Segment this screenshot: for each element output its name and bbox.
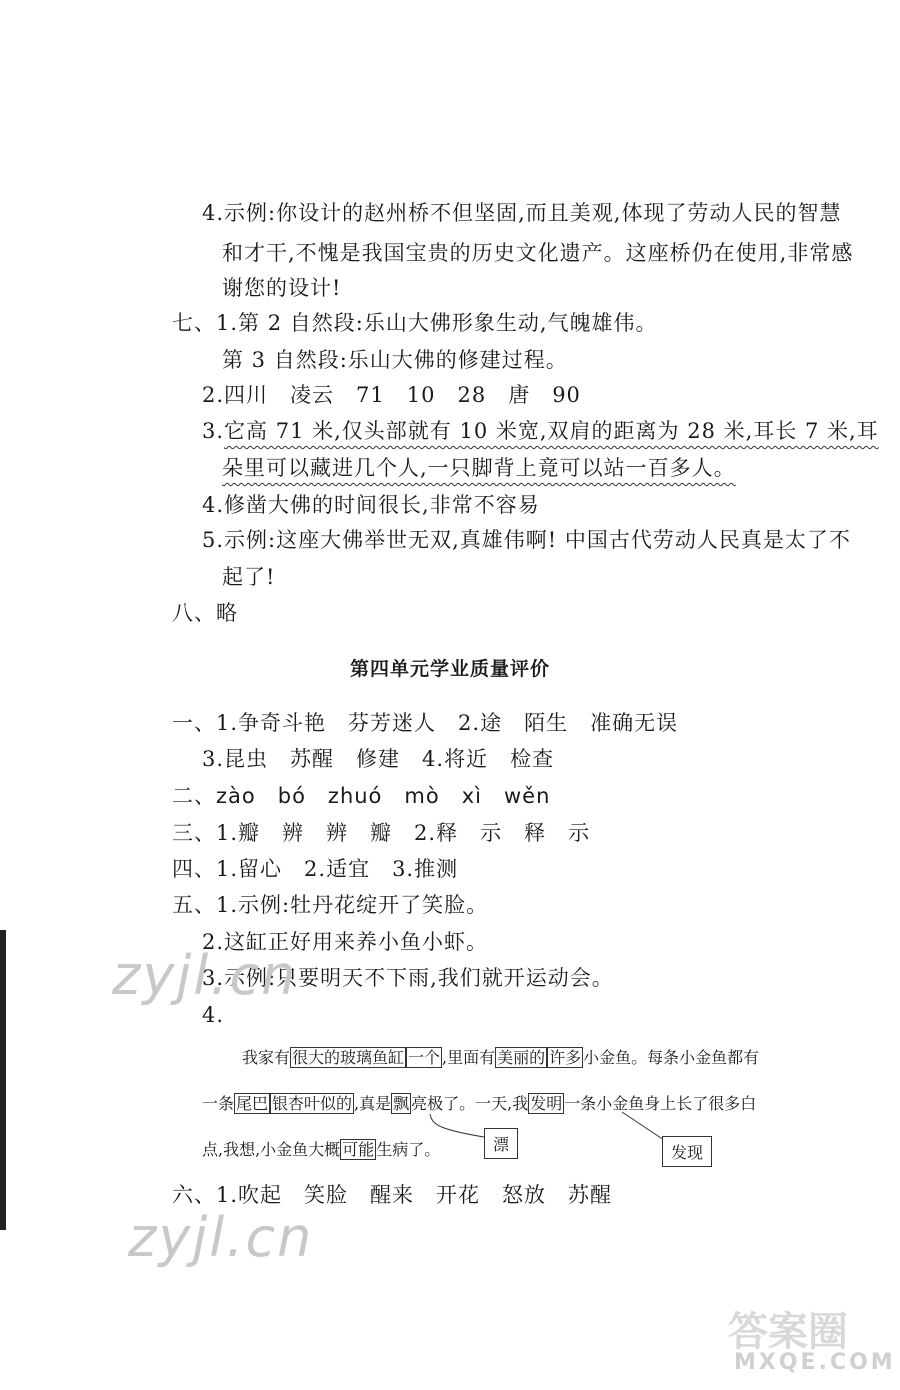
- answer-2-pinyin: 二、zào bó zhuó mò xì wěn: [172, 784, 551, 808]
- answer-7-q5-line1: 5.示例:这座大佛举世无双,真雄伟啊! 中国古代劳动人民真是太了不: [202, 528, 851, 552]
- marked-phrase: 银杏叶似的: [272, 1094, 353, 1113]
- answer-7-q2: 2.四川 凌云 71 10 28 唐 90: [202, 383, 581, 407]
- connector-faxian: [622, 1112, 664, 1140]
- answer-8: 八、略: [172, 601, 238, 625]
- answer-6: 六、1.吹起 笑脸 醒来 开花 怒放 苏醒: [172, 1183, 613, 1207]
- passage-text: 亮极了。一天,我: [411, 1094, 529, 1113]
- marked-phrase: 一个: [408, 1048, 441, 1067]
- passage-text: 小金鱼。每条小金鱼都有: [583, 1048, 760, 1067]
- watermark-1: zyjl.cn: [112, 944, 298, 1007]
- passage-text: ,真是: [354, 1094, 392, 1113]
- answer-1-line1: 一、1.争奇斗艳 芬芳迷人 2.途 陌生 准确无误: [172, 711, 679, 735]
- answer-7-q5-line2: 起了!: [222, 565, 276, 589]
- answer-3: 三、1.瓣 辨 辨 瓣 2.释 示 释 示: [172, 821, 591, 845]
- answer-7-q1-line2: 第 3 自然段:乐山大佛的修建过程。: [222, 348, 568, 372]
- correction-faxian: 发现: [662, 1136, 712, 1167]
- marked-phrase: 许多: [549, 1048, 582, 1067]
- answer-7prev-q4-line2: 和才干,不愧是我国宝贵的历史文化遗产。这座桥仍在使用,非常感: [222, 241, 854, 265]
- answer-5-line3: 3.示例:只要明天不下雨,我们就开运动会。: [202, 966, 614, 990]
- marked-phrase: 飘: [393, 1094, 410, 1113]
- answer-5-line1: 五、1.示例:牡丹花绽开了笑脸。: [172, 893, 489, 917]
- marked-phrase: 很大的玻璃鱼缸: [292, 1048, 405, 1067]
- answer-4: 四、1.留心 2.适宜 3.推测: [172, 857, 459, 881]
- marked-phrase: 发明: [530, 1094, 563, 1113]
- q3-underlined-1: 它高 71 米,仅头部就有 10 米宽,双肩的距离为 28 米,耳长 7 米,耳: [224, 419, 879, 443]
- unit-title: 第四单元学业质量评价: [349, 658, 550, 680]
- passage-text: 点,我想,小金鱼大概: [202, 1140, 341, 1159]
- marked-phrase: 可能: [342, 1140, 375, 1159]
- answer-5-line4: 4.: [202, 1003, 225, 1027]
- answer-7prev-q4-line3: 谢您的设计!: [222, 276, 342, 300]
- watermark-2: zyjl.cn: [128, 1206, 314, 1269]
- answer-5-line2: 2.这缸正好用来养小鱼小虾。: [202, 930, 489, 954]
- marked-phrase: 美丽的: [497, 1048, 546, 1067]
- passage-text: 一条小金鱼身上长了很多白: [564, 1094, 757, 1113]
- answer-7-q1-line1: 七、1.第 2 自然段:乐山大佛形象生动,气魄雄伟。: [172, 311, 658, 335]
- correction-piao: 漂: [484, 1128, 518, 1159]
- passage-text: 我家有: [242, 1048, 291, 1067]
- q3-underlined-2: 朵里可以藏进几个人,一只脚背上竟可以站一百多人。: [222, 456, 736, 480]
- answer-7prev-q4-line1: 4.示例:你设计的赵州桥不但坚固,而且美观,体现了劳动人民的智慧: [202, 201, 842, 225]
- passage-text: ,里面有: [442, 1048, 496, 1067]
- passage-text: 生病了。: [376, 1140, 441, 1159]
- marked-phrase: 尾巴: [236, 1094, 269, 1113]
- answer-7-q4: 4.修凿大佛的时间很长,非常不容易: [202, 493, 540, 517]
- answer-1-line2: 3.昆虫 苏醒 修建 4.将近 检查: [202, 747, 555, 771]
- site-watermark: MXQE.COM: [734, 1350, 896, 1375]
- passage-text: 一条: [202, 1094, 235, 1113]
- logo-watermark: 答案圈: [728, 1309, 848, 1355]
- connector-piao: [430, 1114, 490, 1138]
- q3-prefix: 3.: [202, 419, 225, 443]
